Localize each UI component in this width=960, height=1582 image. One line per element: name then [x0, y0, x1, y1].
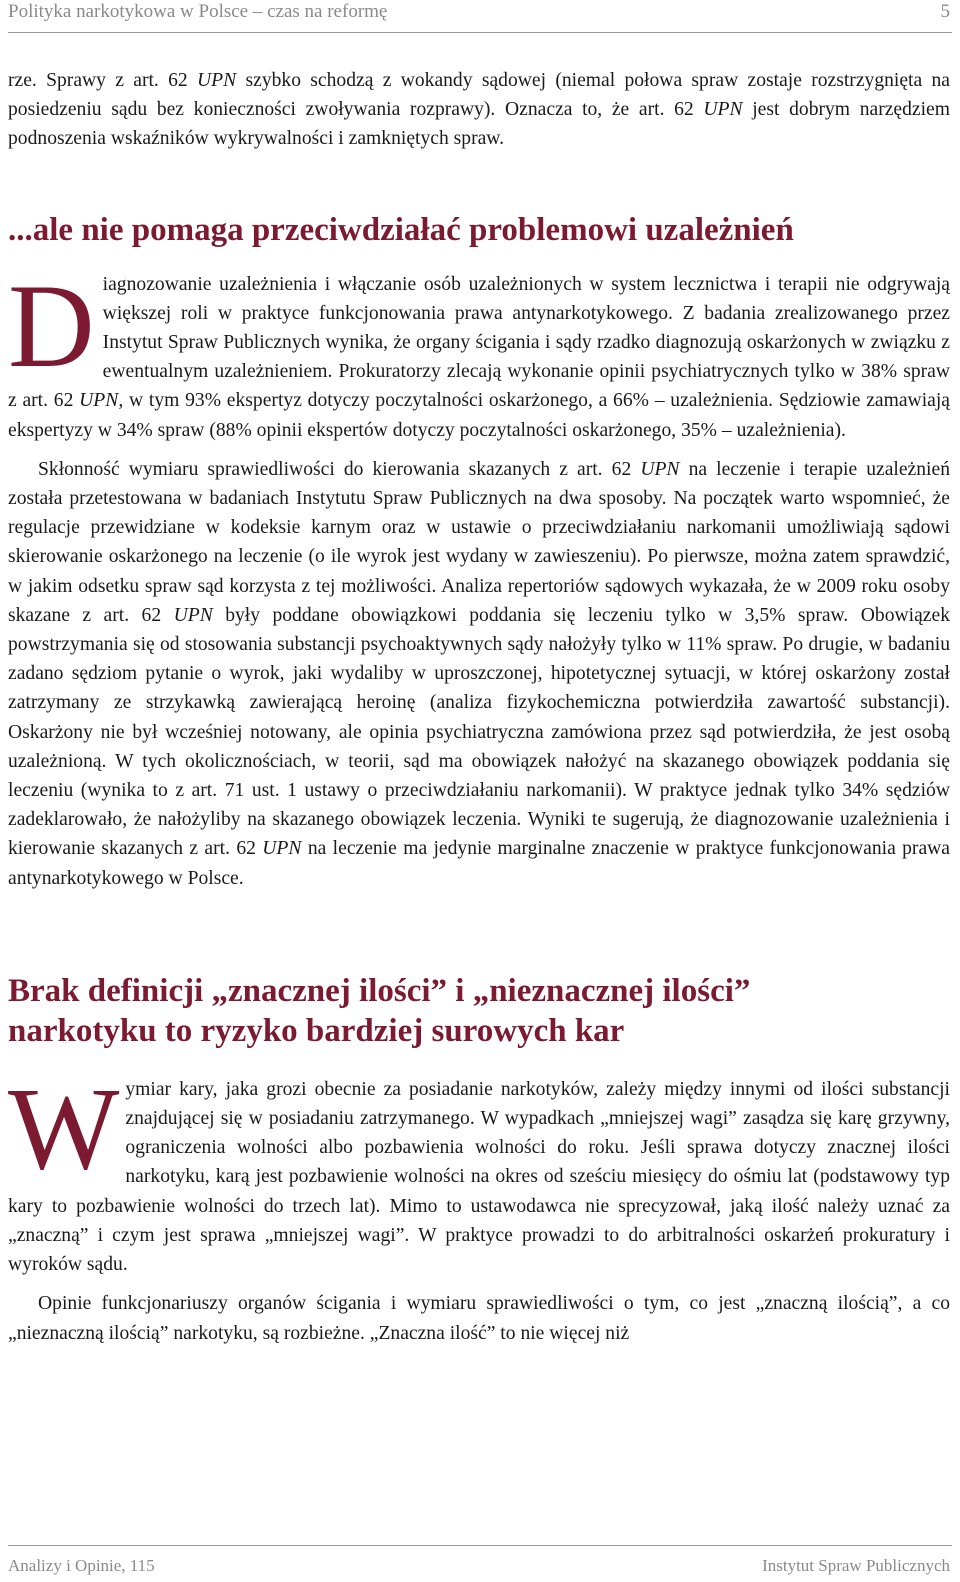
- footer-publication: Analizy i Opinie, 115: [8, 1556, 155, 1575]
- page-number: 5: [940, 1, 950, 22]
- paragraph-treatment-study: Skłonność wymiaru sprawiedliwości do kierowania skazanych z art. 62 UPN na leczenie i terapie uzależnień została przetestowana w badaniach Instytutu Spraw Publicznych na dwa sposoby. Na początek warto wspomnieć, że regulacje przewidziane w kodeksie karnym oraz w ustawie o przeciwdziałaniu narkomanii umożliwiają sądowi skierowanie oskarżonego na leczenie (o ile wyrok jest wydany w zawieszeniu). Po pierwsze, można zatem sprawdzić, w jakim odsetku spraw sąd korzysta z tej możliwości. Analiza repertoriów sądowych wykazała, że w 2009 roku osoby skazane z art. 62 UPN były poddane obowiązkowi poddania się leczeniu tylko w 3,5% spraw. Obowiązek powstrzymania się od stosowania substancji psychoaktywnych sądy nałożyły tylko w 11% spraw. Po drugie, w badaniu zadano sędziom pytanie o wyrok, jaki wydaliby w uproszczonej, hipotetycznej sytuacji, w której oskarżony został zatrzymany ze strzykawką zawierającą heroinę (analiza fizykochemiczna potwierdziła zawartość substancji). Oskarżony nie był wcześniej notowany, ale opinia psychiatryczna zamówiona przez sąd potwierdziła, że jest osobą uzależnioną. W tych okolicznościach, w teorii, sąd ma obowiązek nałożyć na skazanego obowiązek poddania się leczeniu (wynika to z art. 71 ust. 1 ustawy o przeciwdziałaniu narkomanii). W praktyce jednak tylko 34% sędziów zadeklarowało, że nałożyliby na skazanego obowiązek leczenia. Wyniki te sugerują, że diagnozowanie uzależnienia i kierowanie skazanych z art. 62 UPN na leczenie ma jedynie marginalne znaczenie w praktyce funkcjonowania prawa antynarkotykowego w Polsce.: [8, 458, 950, 889]
- running-header-title: Polityka narkotykowa w Polsce – czas na reformę: [8, 1, 388, 22]
- running-header: [8, 0, 952, 33]
- paragraph-diagnosis-text: iagnozowanie uzależnienia i włączanie osób uzależnionych w system lecznictwa i terapii nie odgrywają większej roli w praktyce funkcjonowania prawa antynarkotykowego. Z badania zrealizowanego przez Instytut Spraw Publicznych wynika, że organy ścigania i sądy rzadko diagnozują oskarżonych w związku z ewentualnym uzależnieniem. Prokuratorzy zlecają wykonanie opinii psychiatrycznych tylko w 38% spraw z art. 62 UPN, w tym 93% ekspertyz dotyczy poczytalności oskarżonego, a 66% – uzależnienia. Sędziowie zamawiają ekspertyzy w 34% spraw (88% opinii ekspertów dotyczy poczytalności oskarżonego, 35% – uzależnienia).: [8, 273, 950, 441]
- section-heading-quantity-line2: narkotyku to ryzyko bardziej surowych kar: [8, 1012, 625, 1049]
- footer-institute: Instytut Spraw Publicznych: [762, 1556, 950, 1575]
- section-heading-addiction: ...ale nie pomaga przeciwdziałać problemowi uzależnień: [8, 211, 794, 248]
- paragraph-opinions: Opinie funkcjonariuszy organów ścigania i wymiaru sprawiedliwości o tym, co jest „znaczną ilością”, a co „nieznaczną ilością” narkotyku, są rozbieżne. „Znaczna ilość” to nie więcej niż: [8, 1293, 950, 1344]
- article-body: [8, 66, 950, 1348]
- section-heading-quantity-line1: Brak definicji „znacznej ilości” i „nieznacznej ilości”: [8, 972, 751, 1009]
- paragraph-diagnosis: [8, 258, 950, 445]
- paragraph-penalty-text: ymiar kary, jaka grozi obecnie za posiadanie narkotyków, zależy między innymi od ilości substancji znajdującej się w posiadaniu zatrzymanego. W wypadkach „mniejszej wagi” zasądza się karę grzywny, ograniczenia wolności albo pozbawienia wolności do roku. Jeśli sprawa dotyczy znacznej ilości narkotyku, karą jest pozbawienie wolności na okres od sześciu miesięcy do ośmiu lat (podstawowy typ kary to pozbawienie wolności do trzech lat). Mimo to ustawodawca nie sprecyzował, jaką ilość należy uznać za „znaczną” i czym jest sprawa „mniejszej wagi”. W praktyce prowadzi to do arbitralności oskarżeń prokuratury i wyroków sądu.: [8, 1078, 950, 1276]
- running-footer: [8, 1545, 952, 1582]
- section-heading-quantity: [8, 971, 950, 1051]
- paragraph-continuation: rze. Sprawy z art. 62 UPN szybko schodzą z wokandy sądowej (niemal połowa spraw zostaje rozstrzygnięta na posiedzeniu sądu bez konieczności zwoływania rozprawy). Oznacza to, że art. 62 UPN jest dobrym narzędziem podnoszenia wskaźników wykrywalności i zamkniętych spraw.: [8, 70, 950, 150]
- drop-cap-w: W: [8, 1062, 120, 1194]
- paragraph-penalty: [8, 1062, 950, 1279]
- drop-cap-d: D: [8, 258, 95, 392]
